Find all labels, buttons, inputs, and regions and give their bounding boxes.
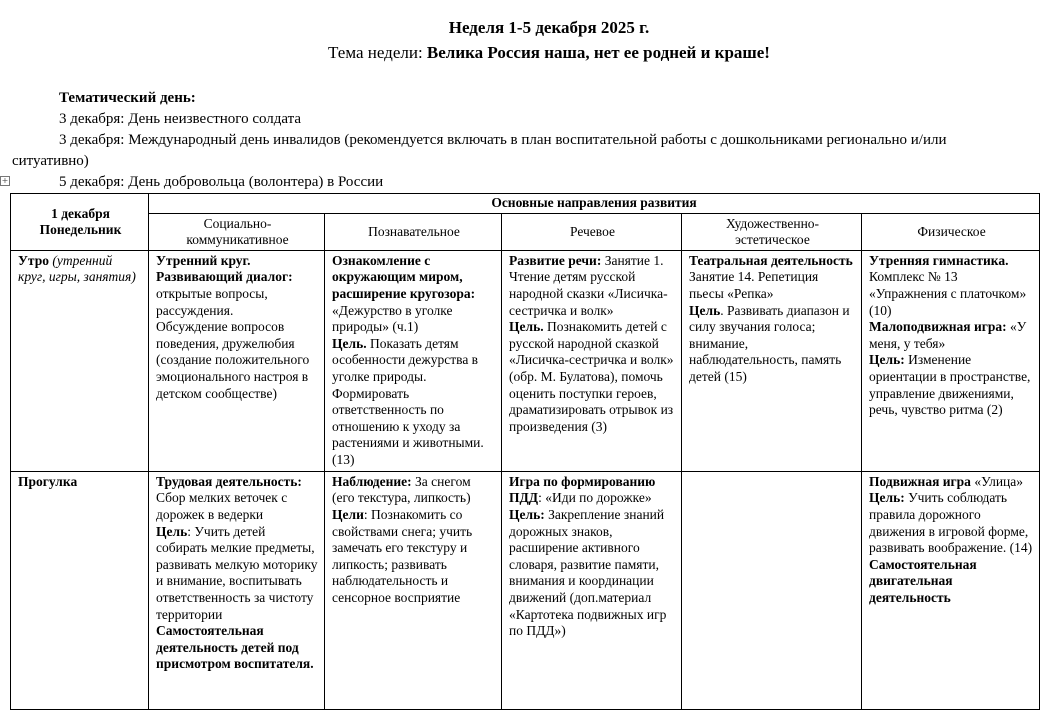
table-row xyxy=(11,250,1040,471)
cell-heading: Развивающий диалог: xyxy=(156,269,293,285)
theme-value: Велика Россия наша, нет ее родней и краше! xyxy=(426,43,770,62)
week-title: Неделя 1-5 декабря 2025 г. xyxy=(448,18,650,37)
cell-text: : Познакомить со свойствами снега; учить замечать его текстуру и липкость; развивать наблюдательность и сенсорное восприятие xyxy=(332,506,473,605)
cell-text: Закрепление знаний дорожных знаков, расширение активного словаря, развитие памяти, внимания и координации движений (доп.материал «Картотека подвижных игр по ПДД») xyxy=(509,506,667,639)
cell-heading: Самостоятельная двигательная деятельность xyxy=(869,556,977,605)
cell-heading: Малоподвижная игра: xyxy=(869,319,1007,335)
thematic-days xyxy=(12,88,1022,193)
cell-text: За снегом (его текстура, липкость) xyxy=(332,473,471,506)
day-label: 1 декабря Понедельник xyxy=(39,205,122,238)
cell-text: Изменение ориентации в пространстве, управление движениями, речь, чувство ритма (2) xyxy=(869,352,1031,418)
cell-heading: Цель xyxy=(156,523,188,539)
thematic-day-item: 5 декабря: День добровольца (волонтера) в России xyxy=(59,174,384,190)
cell-text: Комплекс № 13 «Упражнения с платочком» (10) xyxy=(869,269,1027,318)
cell-heading: Трудовая деятельность: xyxy=(156,473,302,489)
table-cell xyxy=(682,250,862,471)
column-header: Социально-коммуникативное xyxy=(149,213,325,250)
table-cell xyxy=(149,471,325,709)
row-label-note: (утренний круг, игры, занятия) xyxy=(18,252,136,285)
cell-text: Учить соблюдать правила дорожного движения в игровой форме, развивать воображение. (14) xyxy=(869,490,1033,556)
row-label: Утро xyxy=(18,252,49,268)
cell-heading: Подвижная игра xyxy=(869,473,971,489)
cell-text: : Учить детей собирать мелкие предметы, развивать мелкую моторику и внимание, воспитывать ответственность за чистоту территории xyxy=(156,523,318,622)
table-cell-empty xyxy=(682,471,862,709)
cell-text: Обсуждение вопросов поведения, дружелюбия (создание положительного эмоционального настроя в детском сообществе) xyxy=(156,319,310,401)
cell-text: Показать детям особенности дежурства в уголке природы. Формировать ответственность по отношению к уходу за растениями и животными. (13) xyxy=(332,335,484,467)
cell-heading: Цель: xyxy=(509,506,545,522)
table-cell xyxy=(862,250,1040,471)
cell-heading: Самостоятельная деятельность детей под присмотром воспитателя. xyxy=(156,623,314,672)
day-header-cell xyxy=(11,194,149,251)
theme-label: Тема недели: xyxy=(328,43,427,62)
group-header: Основные направления развития xyxy=(491,195,697,210)
table-cell xyxy=(149,250,325,471)
cell-heading: Цель: xyxy=(869,490,905,506)
cell-text: Занятие 14. Репетиция пьесы «Репка» xyxy=(689,269,819,301)
column-header: Познавательное xyxy=(325,213,502,250)
table-cell xyxy=(325,250,502,471)
cell-text: Познакомить детей с русской народной сказкой «Лисичка-сестричка и волк» (обр. М. Булатова), помочь оценить поступки героев, драматизировать отрывок из произведения (3) xyxy=(509,319,674,434)
cell-heading: Утренняя гимнастика. xyxy=(869,252,1009,268)
thematic-days-heading: Тематический день: xyxy=(59,90,196,106)
cell-text: Сбор мелких веточек с дорожек в ведерки xyxy=(156,490,288,522)
cell-heading: Цель: xyxy=(869,352,905,368)
week-theme xyxy=(0,42,1049,64)
table-cell xyxy=(502,250,682,471)
column-header-row xyxy=(11,213,1040,250)
table-move-handle-icon[interactable]: + xyxy=(1,176,9,185)
cell-heading: Цель. xyxy=(509,319,544,335)
thematic-day-item: 3 декабря: Международный день инвалидов (рекомендуется включать в план воспитательной работы с дошкольниками регионально и/или ситуативно) xyxy=(12,132,947,169)
cell-heading: Развитие речи: xyxy=(509,252,602,268)
cell-heading: Цель. xyxy=(332,335,367,351)
cell-text: : «Иди по дорожке» xyxy=(538,490,652,506)
table-row xyxy=(11,471,1040,709)
table-cell xyxy=(862,471,1040,709)
column-header: Художественно-эстетическое xyxy=(682,213,862,250)
row-label: Прогулка xyxy=(18,473,78,489)
cell-text: Занятие 1. Чтение детям русской народной сказки «Лисичка-сестричка и волк» xyxy=(509,252,668,318)
column-header: Речевое xyxy=(502,213,682,250)
cell-heading: Цель xyxy=(689,302,721,318)
cell-text: «Дежурство в уголке природы» (ч.1) xyxy=(332,302,453,335)
cell-heading: Ознакомление с окружающим миром, расширение кругозора: xyxy=(332,252,476,301)
daily-plan-table xyxy=(10,193,1040,710)
thematic-day-item: 3 декабря: День неизвестного солдата xyxy=(59,111,302,127)
group-header-cell xyxy=(149,194,1040,214)
cell-heading: Наблюдение: xyxy=(332,473,412,489)
cell-text: «У меня, у тебя» xyxy=(869,319,1027,351)
cell-heading: Игра по формированию ПДД xyxy=(509,473,656,506)
column-header: Физическое xyxy=(862,213,1040,250)
row-label-cell xyxy=(11,250,149,471)
table-cell xyxy=(502,471,682,709)
cell-heading: Утренний круг. xyxy=(156,252,251,268)
cell-text: «Улица» xyxy=(970,473,1024,489)
table-header-row xyxy=(11,194,1040,214)
cell-text: открытые вопросы, рассуждения. xyxy=(156,285,268,318)
cell-heading: Цели xyxy=(332,506,364,522)
cell-text: . Развивать диапазон и силу звучания голоса; внимание, наблюдательность, память детей (15) xyxy=(689,302,850,384)
table-cell xyxy=(325,471,502,709)
cell-heading: Театральная деятельность xyxy=(689,252,853,268)
row-label-cell xyxy=(11,471,149,709)
